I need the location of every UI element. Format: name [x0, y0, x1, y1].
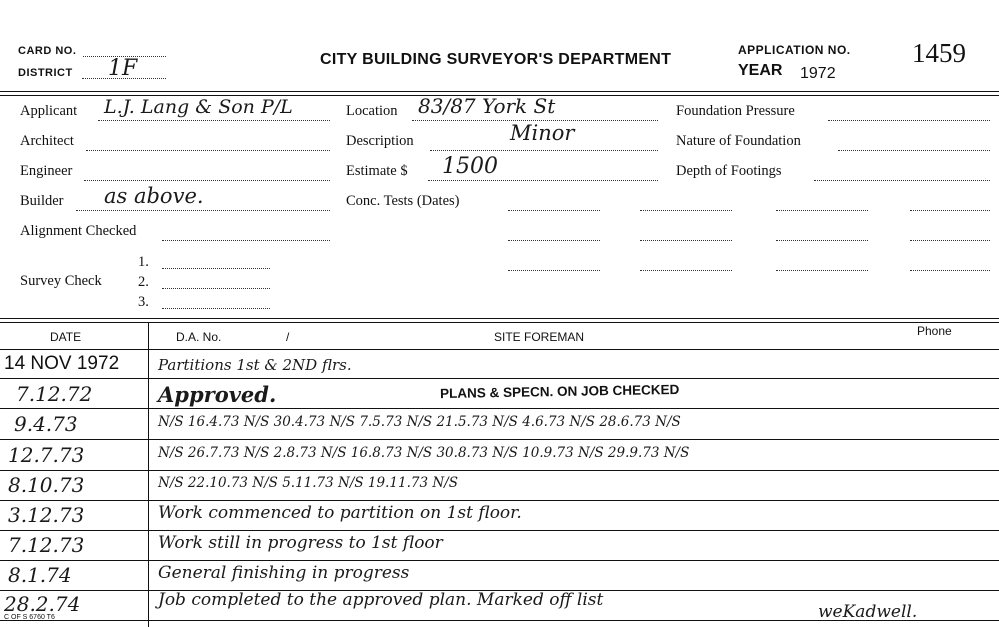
application-no-label: APPLICATION NO. [738, 43, 851, 57]
alignment-line [162, 240, 330, 241]
builder-label: Builder [20, 193, 64, 209]
estimate-line [428, 180, 658, 181]
table-top-border [0, 318, 999, 319]
col-date-header: DATE [50, 330, 82, 344]
nature-foundation-line [838, 150, 990, 151]
row-text-5: N/S 22.10.73 N/S 5.11.73 N/S 19.11.73 N/S [158, 475, 458, 491]
row-text-7: Work still in progress to 1st floor [158, 533, 443, 553]
row-text-9: Job completed to the approved plan. Marked off list [158, 590, 604, 610]
row-date-2: 7.12.72 [16, 382, 93, 406]
conc-line [776, 270, 868, 271]
row-text-8: General finishing in progress [158, 563, 410, 583]
depth-footings-line [814, 180, 990, 181]
application-no-value: 1459 [912, 38, 966, 68]
row-date-4: 12.7.73 [8, 443, 85, 467]
depth-footings-label: Depth of Footings [676, 163, 782, 179]
conc-line [910, 240, 990, 241]
foundation-pressure-line [828, 120, 990, 121]
col-da-header: D.A. No. [176, 330, 222, 344]
row-date-7: 7.12.73 [8, 533, 85, 557]
conc-line [640, 270, 732, 271]
survey-line-2 [162, 288, 270, 289]
year-label: YEAR [738, 62, 783, 79]
foundation-pressure-label: Foundation Pressure [676, 103, 795, 119]
signature: weKadwell. [818, 602, 918, 622]
district-value: 1F [108, 56, 138, 81]
table-header-divider [0, 349, 999, 350]
engineer-line [84, 180, 330, 181]
row-date-9: 28.2.74 [4, 592, 81, 616]
col-phone-header: Phone [917, 324, 952, 338]
description-value: Minor [510, 121, 575, 145]
conc-line [640, 240, 732, 241]
form-code: C OF S 6760 T6 [4, 614, 55, 621]
year-value: 1972 [800, 65, 836, 82]
row-text-6: Work commenced to partition on 1st floor. [158, 503, 522, 523]
col-foreman-header: SITE FOREMAN [494, 330, 585, 344]
location-value: 83/87 York St [418, 94, 556, 118]
survey-number-1: 1. [138, 254, 149, 270]
survey-number-2: 2. [138, 274, 149, 290]
architect-line [86, 150, 330, 151]
estimate-label: Estimate $ [346, 163, 408, 179]
conc-line [508, 240, 600, 241]
builder-line [76, 210, 330, 211]
conc-line [640, 210, 732, 211]
department-title: CITY BUILDING SURVEYOR'S DEPARTMENT [320, 51, 672, 68]
row-text-1: Partitions 1st & 2ND flrs. [158, 356, 352, 374]
survey-line-1 [162, 268, 270, 269]
row-line [0, 560, 999, 561]
job-checked-stamp: PLANS & SPECN. ON JOB CHECKED [439, 381, 680, 402]
conc-line [508, 270, 600, 271]
row-line [0, 408, 999, 409]
conc-line [508, 210, 600, 211]
row-text-4: N/S 26.7.73 N/S 2.8.73 N/S 16.8.73 N/S 30.8.73 N/S 10.9.73 N/S 29.9.73 N/S [158, 445, 690, 461]
row-line [0, 530, 999, 531]
conc-line [776, 240, 868, 241]
applicant-value: L.J. Lang & Son P/L [104, 96, 293, 118]
row-date-5: 8.10.73 [8, 473, 85, 497]
alignment-label: Alignment Checked [20, 223, 137, 239]
description-label: Description [346, 133, 414, 149]
row-text-2: Approved. [158, 382, 277, 407]
row-line [0, 439, 999, 440]
conc-line [910, 270, 990, 271]
card-no-label: CARD NO. [18, 45, 77, 57]
table-top-border-double [0, 322, 999, 323]
survey-check-label: Survey Check [20, 273, 102, 289]
estimate-value: 1500 [442, 154, 498, 179]
applicant-line [98, 120, 330, 121]
row-date-1: 14 NOV 1972 [4, 353, 120, 374]
survey-line-3 [162, 308, 270, 309]
location-label: Location [346, 103, 398, 119]
builder-value: as above. [104, 184, 204, 208]
row-line [0, 500, 999, 501]
applicant-label: Applicant [20, 103, 78, 119]
conc-line [776, 210, 868, 211]
date-column-divider [148, 322, 149, 627]
header-divider [0, 91, 999, 92]
row-line [0, 470, 999, 471]
col-da-slash: / [286, 330, 290, 344]
row-date-8: 8.1.74 [8, 563, 72, 587]
district-label: DISTRICT [18, 67, 73, 79]
row-text-3: N/S 16.4.73 N/S 30.4.73 N/S 7.5.73 N/S 21.5.73 N/S 4.6.73 N/S 28.6.73 N/S [158, 414, 681, 430]
engineer-label: Engineer [20, 163, 73, 179]
row-date-3: 9.4.73 [14, 412, 78, 436]
conc-line [910, 210, 990, 211]
row-line [0, 378, 999, 379]
description-line [430, 150, 658, 151]
conc-tests-label: Conc. Tests (Dates) [346, 193, 460, 209]
row-date-6: 3.12.73 [8, 503, 85, 527]
nature-foundation-label: Nature of Foundation [676, 133, 801, 149]
architect-label: Architect [20, 133, 74, 149]
survey-number-3: 3. [138, 294, 149, 310]
